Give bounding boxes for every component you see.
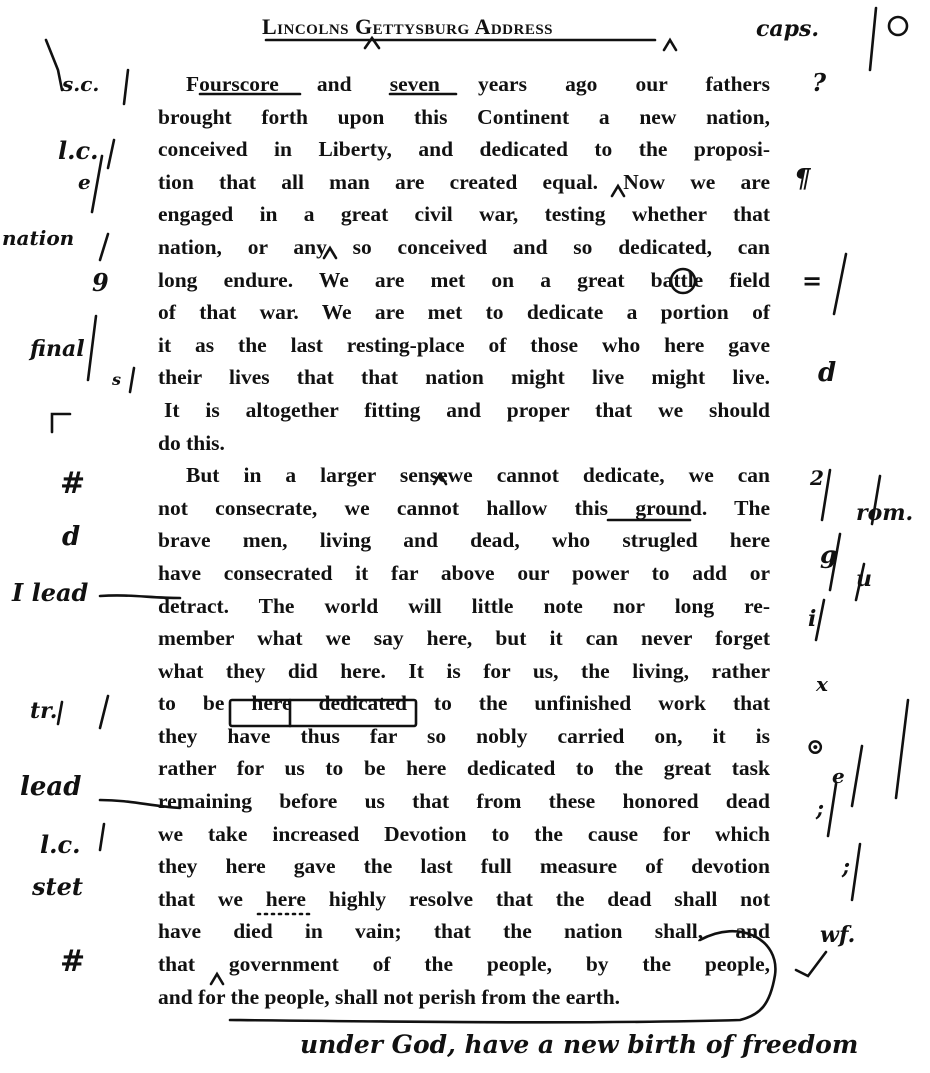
text-line: we take increased Devotion to the cause for which bbox=[158, 821, 770, 846]
check-mark bbox=[796, 952, 826, 976]
text-line: they here gave the last full measure of devotion bbox=[158, 854, 770, 879]
bracket-mark bbox=[52, 414, 70, 432]
text-line: it as the last resting-place of those who here gave bbox=[158, 332, 770, 357]
text-line: long endure. We are met on a great battle field bbox=[158, 267, 770, 292]
text-line: engaged in a great civil war, testing whether that bbox=[158, 202, 770, 227]
slash-mark bbox=[100, 234, 108, 260]
text-line: It is altogether fitting and proper that we should bbox=[164, 397, 770, 422]
text-line: to be here dedicated to the unfinished work that bbox=[158, 691, 770, 716]
margin-note-x: x bbox=[816, 672, 828, 696]
caret-mark bbox=[664, 40, 676, 50]
slash-mark bbox=[88, 316, 96, 380]
slash-mark bbox=[124, 70, 128, 104]
text-line: not consecrate, we cannot hallow this ground. The bbox=[158, 495, 770, 520]
margin-note-hash: # bbox=[60, 466, 86, 501]
slash-mark bbox=[852, 844, 860, 900]
text-line: nation, or any so conceived and so dedicated, can bbox=[158, 234, 770, 259]
margin-note-semicolon-2: ; bbox=[842, 854, 851, 880]
margin-note-g: g bbox=[820, 540, 837, 569]
text-line: detract. The world will little note nor long re- bbox=[158, 593, 770, 618]
slash-mark bbox=[828, 784, 836, 836]
margin-note-sc: s.c. bbox=[62, 72, 100, 96]
margin-note-caps: caps. bbox=[756, 16, 820, 42]
margin-note-delete-r: d bbox=[818, 358, 837, 388]
margin-note-lead: lead bbox=[20, 772, 82, 802]
text-line: rather for us to be here dedicated to the great task bbox=[158, 756, 770, 781]
text-line: of that war. We are met to dedicate a portion of bbox=[158, 300, 770, 325]
margin-note-9: 9 bbox=[92, 268, 109, 297]
text-line: do this. bbox=[158, 430, 225, 455]
margin-note-delete: d bbox=[62, 522, 81, 552]
margin-note-paragraph: ¶ bbox=[794, 164, 811, 194]
margin-note-stet: stet bbox=[32, 872, 83, 901]
text-line: they have thus far so nobly carried on, it is bbox=[158, 723, 770, 748]
margin-note-hyphen: = bbox=[802, 266, 823, 295]
text-line: brought forth upon this Continent a new nation, bbox=[158, 104, 770, 129]
text-line: remaining before us that from these honored dead bbox=[158, 789, 770, 814]
margin-note-query: ? bbox=[812, 68, 827, 97]
slash-mark bbox=[834, 254, 846, 314]
circle-mark bbox=[889, 17, 907, 35]
margin-note-wf: wf. bbox=[820, 922, 856, 948]
margin-note-i-lead: I lead bbox=[12, 578, 89, 607]
text-line: and for the people, shall not perish from the earth. bbox=[158, 984, 621, 1009]
margin-note-i: i bbox=[808, 606, 817, 632]
text-line: member what we say here, but it can never forget bbox=[158, 626, 770, 651]
text-line: tion that all man are created equal. Now we are bbox=[158, 169, 770, 194]
margin-note-e-r: e bbox=[832, 764, 845, 788]
slash-mark bbox=[58, 702, 62, 724]
slash-mark bbox=[100, 696, 108, 728]
margin-note-lc-2: l.c. bbox=[40, 830, 81, 859]
address-text bbox=[158, 68, 770, 1013]
text-line: their lives that that nation might live might live. bbox=[158, 365, 770, 390]
margin-note-tr: tr. bbox=[30, 698, 58, 724]
margin-note-hash-2: # bbox=[60, 944, 86, 979]
margin-note-period: ⊙ bbox=[806, 734, 825, 760]
bottom-insertion-note: under God, have a new birth of freedom bbox=[300, 1030, 859, 1059]
slash-mark bbox=[852, 746, 862, 806]
text-line: what they did here. It is for us, the living, rather bbox=[158, 658, 770, 683]
text-line: have died in vain; that the nation shall, and bbox=[158, 919, 770, 944]
slash-mark bbox=[108, 140, 114, 168]
slash-mark bbox=[130, 368, 134, 392]
page-title: Lincolns Gettysburg Address bbox=[262, 14, 554, 39]
slash-mark bbox=[870, 8, 876, 70]
text-line: that government of the people, by the people, bbox=[158, 952, 770, 977]
margin-note-rom: rom. bbox=[856, 500, 914, 526]
text-line: have consecrated it far above our power to add or bbox=[158, 560, 770, 585]
text-line: But in a larger sensewe cannot dedicate, we can bbox=[186, 463, 770, 488]
margin-note-e: e bbox=[78, 170, 91, 194]
margin-note-s: s bbox=[112, 370, 122, 389]
slash-mark bbox=[896, 700, 908, 798]
text-line: brave men, living and dead, who strugled here bbox=[158, 528, 770, 553]
margin-note-nation: nation bbox=[2, 226, 75, 250]
margin-note-lc: l.c. bbox=[58, 136, 99, 165]
slash-mark bbox=[816, 600, 824, 640]
text-line: Fourscore and seven years ago our fathers bbox=[186, 72, 770, 96]
margin-note-u: u bbox=[856, 566, 872, 592]
margin-note-final: final bbox=[30, 336, 85, 362]
margin-note-semicolon: ; bbox=[816, 796, 825, 822]
text-line: that we here highly resolve that the dead shall not bbox=[158, 886, 770, 911]
slash-mark bbox=[46, 40, 62, 90]
margin-note-2: 2 bbox=[810, 466, 824, 490]
text-line: conceived in Liberty, and dedicated to the proposi- bbox=[158, 137, 770, 162]
slash-mark bbox=[100, 824, 104, 850]
